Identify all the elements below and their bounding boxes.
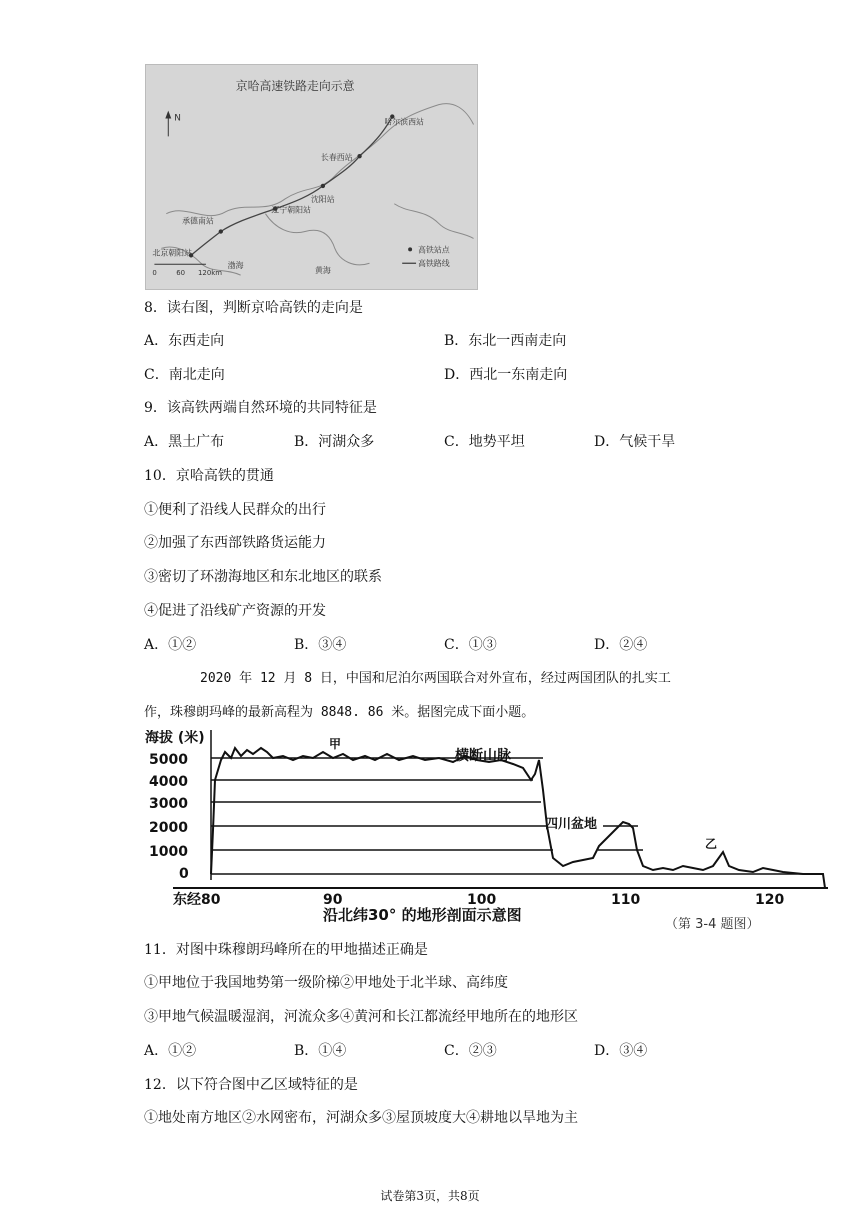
y-tick-1000: 1000: [149, 844, 188, 860]
x-tick-90: 90: [323, 892, 343, 908]
q11-stem: 11．对图中珠穆朗玛峰所在的甲地描述正确是: [144, 942, 428, 958]
q11-option-a: A．①②: [144, 1043, 197, 1059]
q11-option-c: C．②③: [444, 1043, 497, 1059]
map-title: 京哈高速铁路走向示意: [235, 78, 355, 93]
q10-stem: 10．京哈高铁的贯通: [144, 468, 274, 484]
legend-station: 高铁站点: [418, 245, 450, 255]
sea-huanghai: 黄海: [314, 266, 331, 276]
y-tick-4000: 4000: [149, 774, 188, 790]
station-dot: [219, 229, 223, 233]
station-liaoning: 辽宁朝阳站: [271, 205, 311, 215]
station-harbin: 哈尔滨西站: [384, 117, 424, 127]
label-sichuan: 四川盆地: [545, 817, 598, 832]
q11-option-d: D．③④: [594, 1043, 648, 1059]
station-dot: [357, 154, 361, 158]
label-yi: 乙: [705, 837, 718, 851]
station-dot: [321, 184, 325, 188]
q10-statement-4: ④促进了沿线矿产资源的开发: [144, 603, 326, 619]
q12-stem: 12．以下符合图中乙区域特征的是: [144, 1077, 358, 1093]
station-chengde: 承德南站: [182, 216, 214, 226]
q9-option-d: D．气候干旱: [594, 434, 676, 450]
q8-option-c: C．南北走向: [144, 367, 225, 383]
station-beijing: 北京朝阳站: [152, 248, 192, 258]
q9-option-a: A．黑土广布: [144, 434, 225, 450]
q11-option-b: B．①④: [294, 1043, 347, 1059]
q8-option-a: A．东西走向: [144, 333, 225, 349]
q10-option-c: C．①③: [444, 637, 497, 653]
elevation-gridlines: [211, 758, 823, 874]
y-tick-5000: 5000: [149, 752, 188, 768]
rail-map-figure: [145, 64, 478, 290]
scale-120: 120km: [198, 269, 222, 278]
q10-option-b: B．③④: [294, 637, 347, 653]
x-tick-100: 100: [467, 892, 497, 908]
profile-note: （第 3-4 题图）: [665, 917, 760, 930]
x-tick-110: 110: [611, 892, 641, 908]
profile-caption: 沿北纬30° 的地形剖面示意图: [323, 906, 522, 924]
legend-route: 高铁路线: [418, 259, 450, 269]
q12-statement-1: ①地处南方地区②水网密布，河湖众多③屋顶坡度大④耕地以旱地为主: [144, 1110, 578, 1126]
q10-statement-3: ③密切了环渤海地区和东北地区的联系: [144, 569, 382, 585]
q9-option-b: B．河湖众多: [294, 434, 375, 450]
legend-station-icon: [408, 247, 412, 251]
terrain-profile-figure: [143, 730, 828, 930]
sea-bohai: 渤海: [227, 261, 244, 271]
terrain-profile-line: [211, 748, 825, 888]
q8-stem: 8．读右图，判断京哈高铁的走向是: [144, 300, 363, 316]
x-tick-80: 东经80: [173, 892, 221, 908]
q9-stem: 9．该高铁两端自然环境的共同特征是: [144, 400, 377, 416]
q10-option-a: A．①②: [144, 637, 197, 653]
q10-statement-2: ②加强了东西部铁路货运能力: [144, 535, 326, 551]
y-axis-label: 海拔 (米): [145, 730, 205, 746]
q11-statement-2: ③甲地气候温暖湿润，河流众多④黄河和长江都流经甲地所在的地形区: [144, 1009, 578, 1025]
page-footer: 试卷第3页，共8页: [380, 1189, 480, 1203]
station-changchun: 长春西站: [320, 153, 353, 163]
q9-option-c: C．地势平坦: [444, 434, 525, 450]
scale-60: 60: [176, 269, 186, 278]
intro-line-2: 作，珠穆朗玛峰的最新高程为 8848. 86 米。据图完成下面小题。: [144, 705, 535, 720]
intro-line-1: 2020 年 12 月 8 日，中国和尼泊尔两国联合对外宣布，经过两国团队的扎实工: [200, 671, 671, 686]
q8-option-d: D．西北一东南走向: [444, 367, 568, 383]
north-label: N: [174, 113, 181, 124]
q10-statement-1: ①便利了沿线人民群众的出行: [144, 502, 326, 518]
station-shenyang: 沈阳站: [311, 194, 335, 204]
q10-option-d: D．②④: [594, 637, 648, 653]
y-tick-3000: 3000: [149, 796, 188, 812]
y-tick-0: 0: [179, 866, 189, 882]
scale-0: 0: [152, 269, 157, 278]
y-tick-2000: 2000: [149, 820, 188, 836]
q8-option-b: B．东北一西南走向: [444, 333, 567, 349]
q11-statement-1: ①甲地位于我国地势第一级阶梯②甲地处于北半球、高纬度: [144, 975, 508, 991]
x-tick-120: 120: [755, 892, 785, 908]
label-hengduan: 横断山脉: [455, 748, 511, 764]
label-jia: 甲: [329, 737, 342, 751]
